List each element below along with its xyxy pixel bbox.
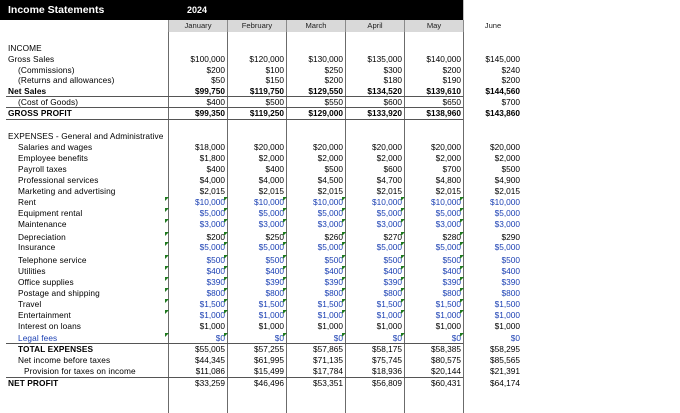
row-label: Office supplies: [18, 277, 74, 287]
net-profit-rule: [6, 377, 463, 378]
cell-february[interactable]: $150: [265, 75, 284, 85]
cell-february[interactable]: $10,000: [227, 197, 286, 208]
cell-april[interactable]: $1,000: [376, 321, 402, 331]
row-label: Depreciation: [18, 232, 66, 242]
cell-january[interactable]: $99,750: [195, 86, 225, 96]
month-header-june[interactable]: June: [463, 20, 522, 32]
year-label: 2024: [187, 5, 208, 15]
cell-april[interactable]: $20,000: [372, 142, 402, 152]
cell-april[interactable]: $1,000: [345, 310, 404, 321]
cell-april[interactable]: $58,175: [372, 344, 402, 354]
cell-march[interactable]: $57,865: [313, 344, 343, 354]
cell-january[interactable]: $800: [168, 288, 227, 299]
month-header-may[interactable]: May: [404, 20, 463, 32]
row-label: Marketing and advertising: [18, 186, 116, 196]
cell-may[interactable]: $200: [442, 64, 461, 75]
cell-february[interactable]: $1,000: [227, 310, 286, 321]
cell-may[interactable]: $2,000: [435, 153, 461, 163]
month-header-april[interactable]: April: [345, 20, 404, 32]
cell-february[interactable]: $100: [265, 64, 284, 75]
cell-february[interactable]: $390: [227, 277, 286, 288]
cell-june[interactable]: $85,565: [490, 355, 520, 365]
cell-april[interactable]: $300: [383, 64, 402, 75]
cell-january[interactable]: $500: [168, 255, 227, 266]
cell-april[interactable]: $5,000: [345, 242, 404, 253]
cell-january[interactable]: $400: [168, 266, 227, 277]
table-row: [0, 108, 520, 119]
gross-profit-rule: [6, 119, 463, 120]
row-label: (Returns and allowances): [18, 75, 115, 85]
month-header-february[interactable]: February: [227, 20, 286, 32]
sheet-title: Income Statements: [8, 4, 105, 16]
row-label: Employee benefits: [18, 153, 88, 163]
cell-february[interactable]: $46,496: [254, 378, 284, 388]
cell-june[interactable]: $700: [501, 97, 520, 107]
cell-june[interactable]: $10,000: [463, 197, 522, 208]
cell-may[interactable]: $5,000: [404, 208, 463, 219]
cell-february[interactable]: $57,255: [254, 344, 284, 354]
cell-january[interactable]: $0: [168, 333, 227, 344]
cell-march[interactable]: $1,500: [286, 299, 345, 310]
cell-january[interactable]: $390: [168, 277, 227, 288]
cell-april[interactable]: $3,000: [345, 219, 404, 230]
row-label: Salaries and wages: [18, 142, 93, 152]
cell-january[interactable]: $400: [206, 97, 225, 107]
table-row: [0, 242, 520, 253]
row-label: Postage and shipping: [18, 288, 100, 298]
cell-april[interactable]: $270: [345, 232, 404, 243]
cell-february[interactable]: $500: [227, 255, 286, 266]
cell-april[interactable]: $75,745: [372, 355, 402, 365]
row-label: Net Sales: [8, 86, 47, 96]
cell-may[interactable]: $4,800: [435, 175, 461, 185]
cell-january[interactable]: $1,000: [168, 310, 227, 321]
table-row: [0, 54, 520, 65]
cell-march[interactable]: $71,135: [313, 355, 343, 365]
cell-march[interactable]: $20,000: [313, 142, 343, 152]
cell-february[interactable]: $20,000: [254, 142, 284, 152]
table-row: [0, 186, 520, 197]
cell-june[interactable]: $240: [501, 64, 520, 75]
table-row: [0, 288, 520, 299]
cell-june[interactable]: $390: [463, 277, 522, 288]
cell-june[interactable]: $800: [463, 288, 522, 299]
cell-april[interactable]: $500: [345, 255, 404, 266]
cell-april[interactable]: $2,000: [376, 153, 402, 163]
table-row: [0, 310, 520, 321]
cell-february[interactable]: $119,750: [249, 86, 284, 96]
cell-january[interactable]: $200: [206, 64, 225, 75]
cell-february[interactable]: $1,000: [258, 321, 284, 331]
month-header-march[interactable]: March: [286, 20, 345, 32]
cell-january[interactable]: $44,345: [195, 355, 225, 365]
cell-may[interactable]: $0: [404, 333, 463, 344]
cell-march[interactable]: $17,784: [313, 366, 343, 376]
row-label: TOTAL EXPENSES: [18, 344, 94, 354]
cell-may[interactable]: $58,385: [431, 344, 461, 354]
cell-april[interactable]: $600: [383, 164, 402, 174]
table-row: [0, 153, 520, 164]
table-row: [0, 266, 520, 277]
cell-march[interactable]: $4,500: [317, 175, 343, 185]
row-label: Insurance: [18, 242, 56, 252]
section-income: [0, 43, 463, 54]
cell-march[interactable]: $2,015: [317, 186, 343, 196]
row-label: Net income before taxes: [18, 355, 111, 365]
cell-february[interactable]: $4,000: [258, 175, 284, 185]
cell-may[interactable]: $10,000: [404, 197, 463, 208]
table-row: [0, 333, 520, 344]
cell-june[interactable]: $1,500: [463, 299, 522, 310]
cell-june[interactable]: $3,000: [463, 219, 522, 230]
cell-may[interactable]: $2,015: [435, 186, 461, 196]
table-row: [0, 366, 520, 377]
cell-may[interactable]: $3,000: [404, 219, 463, 230]
cell-march[interactable]: $5,000: [286, 208, 345, 219]
cell-june[interactable]: $2,000: [494, 153, 520, 163]
table-row: [0, 64, 520, 76]
cell-march[interactable]: $130,000: [308, 54, 343, 64]
cell-february[interactable]: $250: [227, 232, 286, 243]
row-label: Entertainment: [18, 310, 71, 320]
cell-june[interactable]: $2,015: [494, 186, 520, 196]
cell-march[interactable]: $260: [286, 232, 345, 243]
cogs-rule: [6, 107, 463, 108]
cell-april[interactable]: $18,936: [372, 366, 402, 376]
cell-april[interactable]: $56,809: [372, 378, 402, 388]
cell-february[interactable]: $0: [227, 333, 286, 344]
table-row: [0, 321, 520, 332]
cell-may[interactable]: $1,500: [404, 299, 463, 310]
cell-april[interactable]: $800: [345, 288, 404, 299]
table-row: [0, 344, 520, 355]
cell-april[interactable]: $5,000: [345, 208, 404, 219]
row-label: Maintenance: [18, 219, 67, 229]
table-row: [0, 299, 520, 310]
cell-january[interactable]: $5,000: [168, 208, 227, 219]
cell-march[interactable]: $129,000: [308, 108, 343, 118]
cell-april[interactable]: $600: [383, 97, 402, 107]
cell-march[interactable]: $550: [324, 97, 343, 107]
cell-june[interactable]: $200: [501, 75, 520, 85]
table-row: [0, 219, 520, 230]
cell-february[interactable]: $800: [227, 288, 286, 299]
cell-april[interactable]: $133,920: [367, 108, 402, 118]
cell-may[interactable]: $280: [404, 232, 463, 243]
table-row: [0, 255, 520, 266]
cell-january[interactable]: $100,000: [190, 54, 225, 64]
cell-march[interactable]: $10,000: [286, 197, 345, 208]
table-row: [0, 208, 520, 219]
table-row: [0, 277, 520, 288]
cell-may[interactable]: $1,000: [435, 321, 461, 331]
cell-may[interactable]: $800: [404, 288, 463, 299]
cell-april[interactable]: $0: [345, 333, 404, 344]
cell-january[interactable]: $1,800: [199, 153, 225, 163]
sales-rule: [6, 96, 463, 97]
row-label: Interest on loans: [18, 321, 82, 331]
section-expenses-label: EXPENSES - General and Administrative: [8, 131, 164, 141]
cell-january[interactable]: $99,350: [195, 108, 225, 118]
cell-march[interactable]: $1,000: [317, 321, 343, 331]
month-header-january[interactable]: January: [168, 20, 227, 32]
cell-february[interactable]: $2,000: [258, 153, 284, 163]
cell-april[interactable]: $2,015: [376, 186, 402, 196]
cell-february[interactable]: $5,000: [227, 208, 286, 219]
row-label: Rent: [18, 197, 36, 207]
cell-april[interactable]: $400: [345, 266, 404, 277]
cell-february[interactable]: $500: [265, 97, 284, 107]
cell-february[interactable]: $61,995: [254, 355, 284, 365]
cell-february[interactable]: $400: [265, 164, 284, 174]
cell-march[interactable]: $500: [324, 164, 343, 174]
table-row: [0, 232, 520, 243]
cell-may[interactable]: $20,144: [431, 366, 461, 376]
cell-june[interactable]: $20,000: [490, 142, 520, 152]
cell-march[interactable]: $5,000: [286, 242, 345, 253]
row-label: Telephone service: [18, 255, 87, 265]
cell-march[interactable]: $800: [286, 288, 345, 299]
cell-april[interactable]: $1,500: [345, 299, 404, 310]
row-label: NET PROFIT: [8, 378, 59, 388]
cell-march[interactable]: $53,351: [313, 378, 343, 388]
cell-may[interactable]: $80,575: [431, 355, 461, 365]
cell-may[interactable]: $60,431: [431, 378, 461, 388]
cell-may[interactable]: $390: [404, 277, 463, 288]
cell-january[interactable]: $5,000: [168, 242, 227, 253]
cell-february[interactable]: $2,015: [258, 186, 284, 196]
cell-may[interactable]: $140,000: [426, 54, 461, 64]
cell-march[interactable]: $0: [286, 333, 345, 344]
cell-january[interactable]: $18,000: [195, 142, 225, 152]
table-row: [0, 355, 520, 366]
row-label: Legal fees: [18, 333, 58, 343]
cell-june[interactable]: $145,000: [485, 54, 520, 64]
cell-june[interactable]: $143,860: [485, 108, 520, 118]
cell-march[interactable]: $129,550: [308, 86, 343, 96]
row-label: Equipment rental: [18, 208, 83, 218]
cell-march[interactable]: $200: [324, 75, 343, 85]
cell-february[interactable]: $15,499: [254, 366, 284, 376]
cell-may[interactable]: $700: [442, 164, 461, 174]
title-bar: [0, 0, 463, 20]
cell-april[interactable]: $135,000: [367, 54, 402, 64]
row-label: (Commissions): [18, 64, 75, 75]
cell-april[interactable]: $10,000: [345, 197, 404, 208]
table-row: [0, 97, 520, 108]
cell-may[interactable]: $650: [442, 97, 461, 107]
cell-february[interactable]: $1,500: [227, 299, 286, 310]
cell-february[interactable]: $119,250: [249, 108, 284, 118]
cell-june[interactable]: $144,560: [485, 86, 520, 96]
table-row: [0, 142, 520, 153]
cell-march[interactable]: $3,000: [286, 219, 345, 230]
cell-june[interactable]: $500: [463, 255, 522, 266]
row-label: Payroll taxes: [18, 164, 67, 174]
cell-april[interactable]: $134,520: [367, 86, 402, 96]
cell-may[interactable]: $139,610: [426, 86, 461, 96]
cell-april[interactable]: $4,700: [376, 175, 402, 185]
cell-may[interactable]: $5,000: [404, 242, 463, 253]
cell-june[interactable]: $500: [501, 164, 520, 174]
cell-january[interactable]: $200: [168, 232, 227, 243]
table-row: [0, 86, 520, 97]
cell-march[interactable]: $1,000: [286, 310, 345, 321]
cell-june[interactable]: $4,900: [494, 175, 520, 185]
cell-june[interactable]: $0: [463, 333, 522, 344]
cell-february[interactable]: $3,000: [227, 219, 286, 230]
cell-june[interactable]: $1,000: [463, 310, 522, 321]
cell-january[interactable]: $4,000: [199, 175, 225, 185]
cell-february[interactable]: $400: [227, 266, 286, 277]
cell-june[interactable]: $5,000: [463, 208, 522, 219]
cell-january[interactable]: $11,086: [195, 366, 225, 376]
cell-june[interactable]: $21,391: [490, 366, 520, 376]
row-label: Travel: [18, 299, 42, 309]
cell-january[interactable]: $1,500: [168, 299, 227, 310]
table-row: [0, 197, 520, 208]
cell-january[interactable]: $33,259: [195, 378, 225, 388]
cell-may[interactable]: $20,000: [431, 142, 461, 152]
total-expenses-rule: [6, 343, 463, 344]
cell-january[interactable]: $50: [211, 75, 225, 85]
cell-april[interactable]: $390: [345, 277, 404, 288]
table-row: [0, 378, 520, 389]
cell-may[interactable]: $138,960: [426, 108, 461, 118]
cell-may[interactable]: $190: [442, 75, 461, 85]
cell-march[interactable]: $2,000: [317, 153, 343, 163]
cell-january[interactable]: $10,000: [168, 197, 227, 208]
section-expenses: [0, 131, 463, 142]
cell-january[interactable]: $3,000: [168, 219, 227, 230]
section-income-label: INCOME: [8, 43, 42, 53]
cell-june[interactable]: $1,000: [494, 321, 520, 331]
cell-may[interactable]: $400: [404, 266, 463, 277]
cell-january[interactable]: $1,000: [199, 321, 225, 331]
cell-january[interactable]: $55,005: [195, 344, 225, 354]
cell-june[interactable]: $58,295: [490, 344, 520, 354]
row-label: Professional services: [18, 175, 99, 185]
cell-march[interactable]: $400: [286, 266, 345, 277]
row-label: Gross Sales: [8, 54, 55, 64]
row-label: Utilities: [18, 266, 46, 276]
cell-may[interactable]: $500: [404, 255, 463, 266]
cell-march[interactable]: $250: [324, 64, 343, 75]
cell-june[interactable]: $5,000: [463, 242, 522, 253]
cell-june[interactable]: $64,174: [490, 378, 520, 388]
cell-march[interactable]: $390: [286, 277, 345, 288]
cell-june[interactable]: $290: [463, 232, 522, 243]
cell-june[interactable]: $400: [463, 266, 522, 277]
cell-march[interactable]: $500: [286, 255, 345, 266]
row-label: (Cost of Goods): [18, 97, 79, 107]
cell-february[interactable]: $120,000: [249, 54, 284, 64]
cell-january[interactable]: $2,015: [199, 186, 225, 196]
table-row: [0, 75, 520, 86]
row-label: GROSS PROFIT: [8, 108, 72, 118]
row-label: Provision for taxes on income: [24, 366, 136, 376]
table-row: [0, 175, 520, 186]
table-row: [0, 164, 520, 175]
cell-april[interactable]: $180: [383, 75, 402, 85]
cell-may[interactable]: $1,000: [404, 310, 463, 321]
cell-february[interactable]: $5,000: [227, 242, 286, 253]
cell-january[interactable]: $400: [206, 164, 225, 174]
